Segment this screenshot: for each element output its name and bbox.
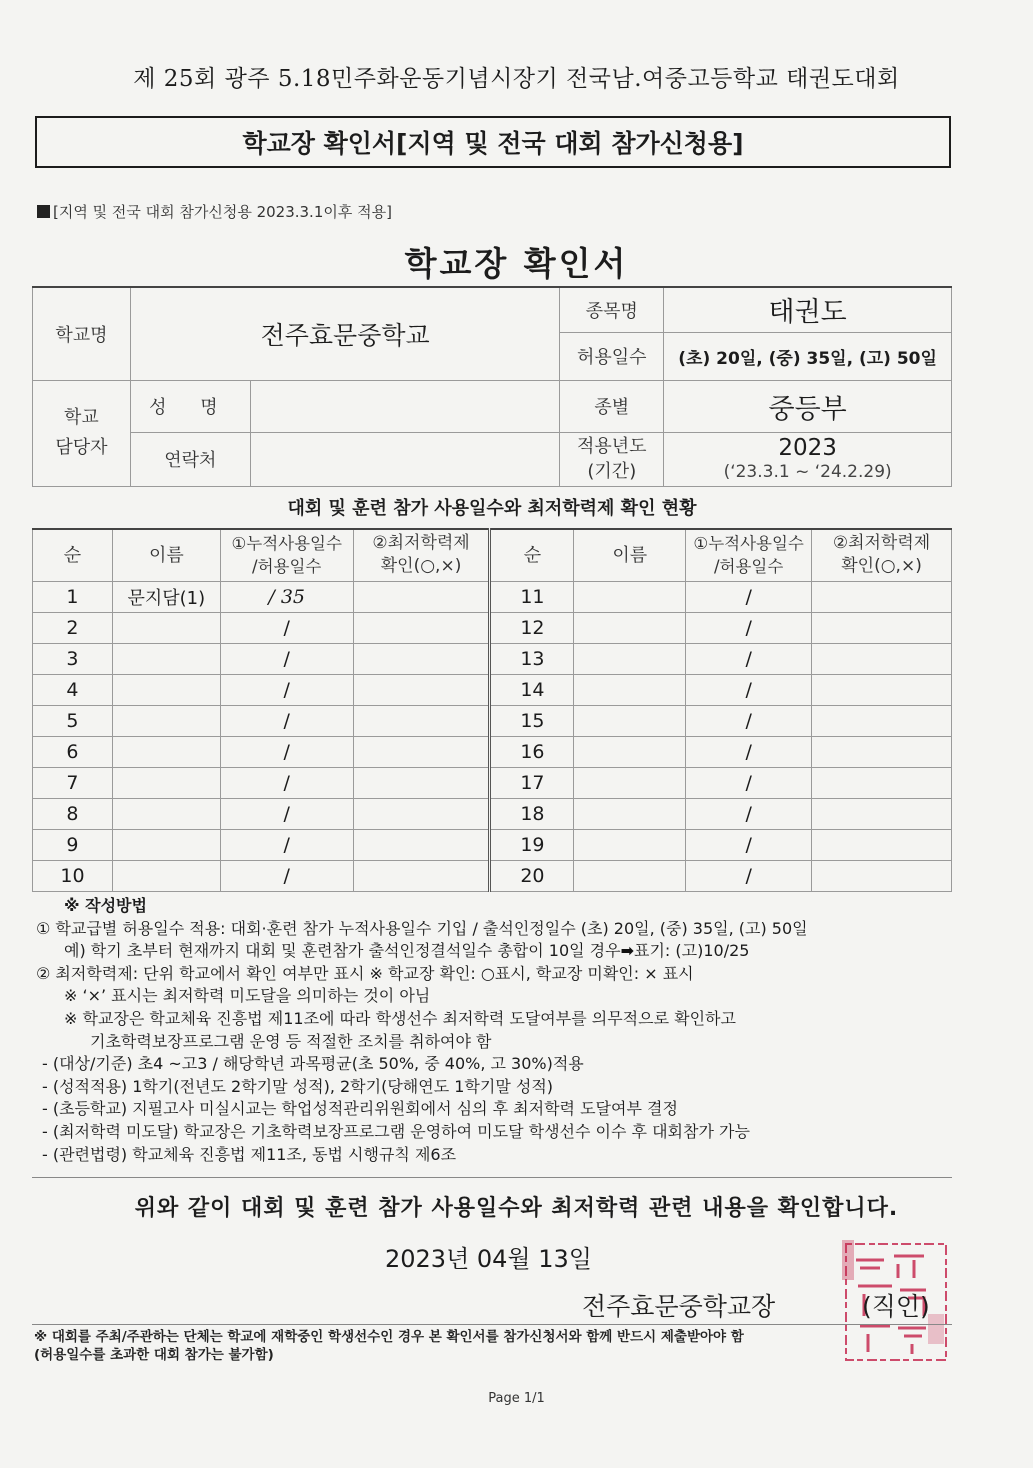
row-no: 19: [490, 829, 574, 860]
row-days: /: [686, 612, 812, 643]
row-check: [353, 581, 490, 612]
row-no: 18: [490, 798, 574, 829]
header-days: ①누적사용일수 /허용일수: [220, 529, 353, 581]
table-row: [33, 829, 952, 860]
header-name: 이름: [112, 529, 220, 581]
row-days: /: [220, 612, 353, 643]
row-name: [574, 736, 686, 767]
note-1: ① 학교급별 허용일수 적용: 대회·훈련 참가 누적사용일수 기입 / 출석인정일수 (초) 20일, (중) 35일, (고) 50일: [36, 918, 808, 938]
row-days: /: [686, 860, 812, 891]
school-manager-label: 학교 담당자: [33, 380, 131, 486]
row-name: [112, 829, 220, 860]
row-no: 10: [33, 860, 113, 891]
row-no: 6: [33, 736, 113, 767]
row-no: 15: [490, 705, 574, 736]
header-days-right: ①누적사용일수 /허용일수: [686, 529, 812, 581]
manager-contact-value: [250, 432, 560, 486]
detail-1: - (대상/기준) 초4 ~고3 / 해당학년 과목평균(초 50%, 중 40%, 고 30%)적용: [42, 1054, 584, 1074]
row-check: [812, 674, 952, 705]
row-days: /: [220, 736, 353, 767]
arrow-right-icon: ➡: [620, 941, 635, 961]
row-check: [353, 612, 490, 643]
row-check: [812, 643, 952, 674]
applicability-notice: [37, 201, 392, 222]
year-label: 적용년도 (기간): [560, 432, 664, 486]
instructions: [36, 895, 946, 1166]
row-check: [812, 736, 952, 767]
school-name-value: 전주효문중학교: [130, 287, 559, 380]
table-row: [33, 612, 952, 643]
footnote-line-2: (허용일수를 초과한 대회 참가는 불가함): [34, 1347, 274, 1363]
row-check: [812, 612, 952, 643]
note-1-example: [36, 940, 946, 963]
row-no: 8: [33, 798, 113, 829]
row-check: [812, 829, 952, 860]
table-row: [33, 736, 952, 767]
main-title: 학교장 확인서: [404, 244, 629, 283]
row-no: 9: [33, 829, 113, 860]
row-name: [112, 674, 220, 705]
square-bullet-icon: [37, 205, 50, 218]
period-value: (‘23.3.1 ~ ‘24.2.29): [723, 462, 892, 482]
manager-contact-label: 연락처: [130, 432, 250, 486]
athlete-table: [32, 528, 952, 892]
row-no: 16: [490, 736, 574, 767]
table-row: [33, 581, 952, 612]
detail-3: - (초등학교) 지필고사 미실시교는 학업성적관리위원회에서 심의 후 최저학력 도달여부 결정: [42, 1099, 678, 1119]
row-check: [353, 674, 490, 705]
row-days: /: [686, 705, 812, 736]
row-no: 12: [490, 612, 574, 643]
detail-2: - (성적적용) 1학기(전년도 2학기말 성적), 2학기(당해연도 1학기말 성적): [42, 1076, 554, 1096]
note-2a: ※ ‘×’ 표시는 최저학력 미도달을 의미하는 것이 아님: [64, 986, 431, 1006]
row-check: [353, 798, 490, 829]
section-title: 대회 및 훈련 참가 사용일수와 최저학력제 확인 현황: [287, 498, 697, 519]
seal-label: (직인): [862, 1292, 930, 1321]
note-2b: ※ 학교장은 학교체육 진흥법 제11조에 따라 학생선수 최저학력 도달여부를 의무적으로 확인하고: [64, 1008, 736, 1028]
row-check: [812, 767, 952, 798]
school-info-table: [32, 286, 952, 487]
table-row: [33, 767, 952, 798]
row-days: /: [220, 674, 353, 705]
sport-label: 종목명: [560, 287, 664, 332]
row-check: [812, 860, 952, 891]
row-name: [112, 860, 220, 891]
row-no: 17: [490, 767, 574, 798]
school-name-label: 학교명: [33, 287, 131, 380]
row-days: /: [686, 643, 812, 674]
year-cell: [664, 432, 952, 486]
row-no: 20: [490, 860, 574, 891]
detail-5: - (관련법령) 학교체육 진흥법 제11조, 동법 시행규칙 제6조: [42, 1144, 457, 1164]
notice-text: [지역 및 전국 대회 참가신청용 2023.3.1이후 적용]: [53, 203, 392, 221]
note-1-example-text: 예) 학기 초부터 현재까지 대회 및 훈련참가 출석인정결석일수 총합이 10일 경우: [64, 941, 621, 961]
row-no: 1: [33, 581, 113, 612]
table-row: [33, 705, 952, 736]
row-name: [112, 767, 220, 798]
note-1-example-result: 표기: (고)10/25: [634, 941, 750, 961]
division-label: 종별: [560, 380, 664, 432]
divider: [32, 1177, 952, 1178]
issue-date: 2023년 04월 13일: [385, 1245, 592, 1273]
row-check: [812, 581, 952, 612]
row-days: /: [686, 736, 812, 767]
row-check: [812, 705, 952, 736]
row-days: /: [686, 798, 812, 829]
note-2: ② 최저학력제: 단위 학교에서 확인 여부만 표시 ※ 학교장 확인: ○표시, 학교장 미확인: × 표시: [36, 963, 694, 983]
header-name-right: 이름: [574, 529, 686, 581]
row-name: [574, 674, 686, 705]
row-check: [353, 643, 490, 674]
row-name: [112, 612, 220, 643]
table-row: [33, 860, 952, 891]
confirmation-statement: 위와 같이 대회 및 훈련 참가 사용일수와 최저학력 관련 내용을 확인합니다.: [134, 1196, 899, 1221]
row-no: 5: [33, 705, 113, 736]
detail-4: - (최저학력 미도달) 학교장은 기초학력보장프로그램 운영하여 미도달 학생선수 이수 후 대회참가 가능: [42, 1121, 750, 1141]
row-check: [353, 736, 490, 767]
row-days: /: [686, 767, 812, 798]
row-days: /: [220, 829, 353, 860]
footnote: [34, 1328, 744, 1364]
divider: [32, 1324, 952, 1325]
row-days: /: [220, 643, 353, 674]
division-value: 중등부: [664, 380, 952, 432]
row-days: /: [686, 829, 812, 860]
header-no: 순: [33, 529, 113, 581]
row-days: /: [220, 798, 353, 829]
row-no: 3: [33, 643, 113, 674]
document-type-box: 학교장 확인서[지역 및 전국 대회 참가신청용]: [35, 116, 951, 168]
row-name: 문지담(1): [112, 581, 220, 612]
row-name: [112, 798, 220, 829]
allowed-days-label: 허용일수: [560, 332, 664, 380]
row-days: / 35: [220, 581, 353, 612]
sport-value: 태권도: [664, 287, 952, 332]
header-academic: ②최저학력제 확인(○,×): [353, 529, 490, 581]
footnote-line-1: ※ 대회를 주최/주관하는 단체는 학교에 재학중인 학생선수인 경우 본 확인서를 참가신청서와 함께 반드시 제출받아야 함: [34, 1329, 744, 1345]
row-check: [353, 829, 490, 860]
row-name: [574, 767, 686, 798]
row-no: 14: [490, 674, 574, 705]
row-name: [574, 612, 686, 643]
principal-name: 전주효문중학교장: [582, 1292, 776, 1321]
row-check: [353, 860, 490, 891]
event-title: 제 25회 광주 5.18민주화운동기념시장기 전국남.여중고등학교 태권도대회: [133, 66, 900, 92]
header-no-right: 순: [490, 529, 574, 581]
table-row: [33, 798, 952, 829]
table-row: [33, 674, 952, 705]
page-number: Page 1/1: [488, 1391, 545, 1406]
row-no: 2: [33, 612, 113, 643]
header-academic-right: ②최저학력제 확인(○,×): [812, 529, 952, 581]
year-value: 2023: [778, 435, 837, 461]
row-check: [353, 767, 490, 798]
manager-name-label: 성 명: [130, 380, 250, 432]
row-no: 4: [33, 674, 113, 705]
row-check: [353, 705, 490, 736]
row-days: /: [686, 674, 812, 705]
row-name: [574, 860, 686, 891]
allowed-days-value: (초) 20일, (중) 35일, (고) 50일: [664, 332, 952, 380]
row-name: [112, 705, 220, 736]
row-name: [574, 798, 686, 829]
note-2b-cont: 기초학력보장프로그램 운영 등 적절한 조치를 취하여야 함: [90, 1031, 492, 1051]
row-no: 7: [33, 767, 113, 798]
row-days: /: [220, 705, 353, 736]
row-name: [574, 705, 686, 736]
notes-heading: ※ 작성방법: [64, 896, 147, 915]
manager-name-value: [250, 380, 560, 432]
row-name: [574, 643, 686, 674]
row-name: [112, 643, 220, 674]
row-name: [574, 829, 686, 860]
row-days: /: [220, 860, 353, 891]
row-name: [112, 736, 220, 767]
row-no: 11: [490, 581, 574, 612]
row-no: 13: [490, 643, 574, 674]
table-row: [33, 643, 952, 674]
row-days: /: [686, 581, 812, 612]
row-check: [812, 798, 952, 829]
row-name: [574, 581, 686, 612]
row-days: /: [220, 767, 353, 798]
